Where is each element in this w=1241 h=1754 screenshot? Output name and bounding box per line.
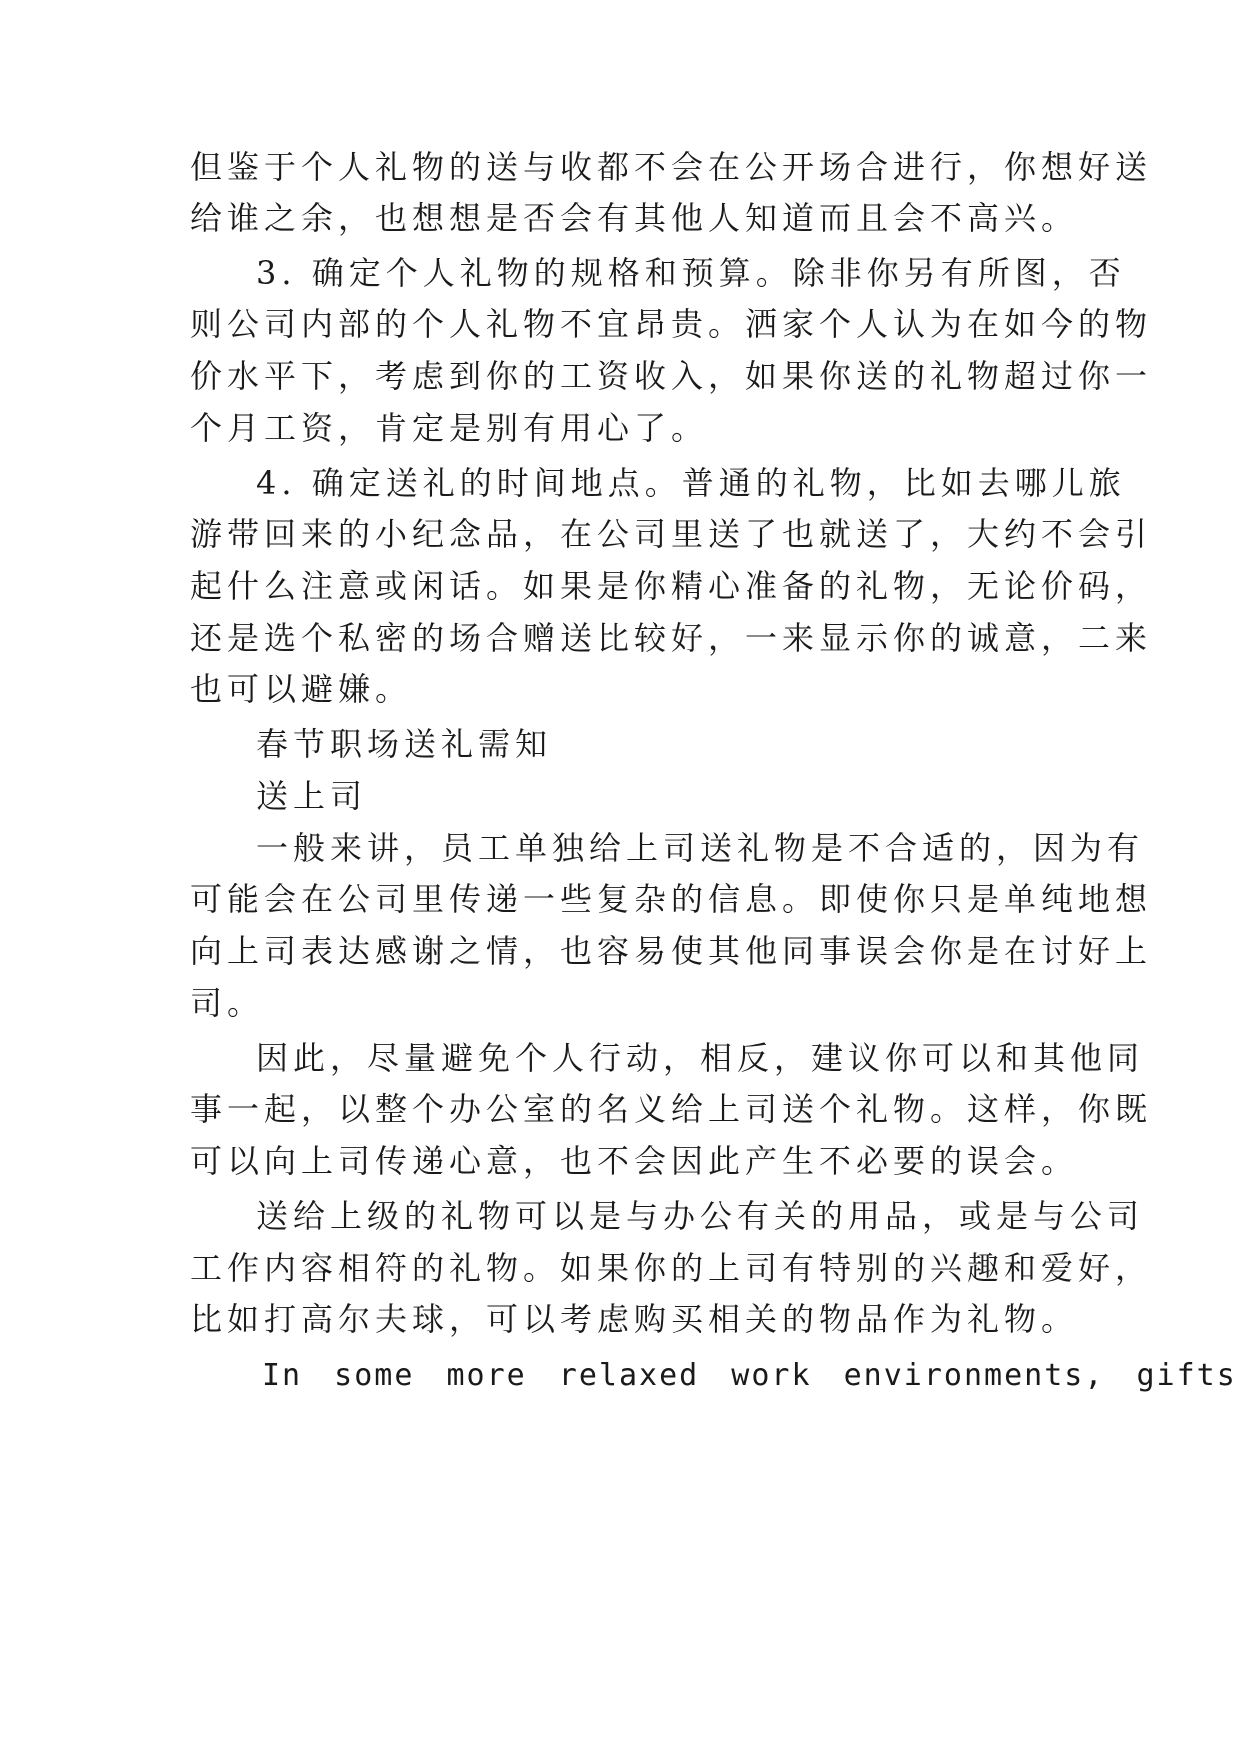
paragraph-line: 个月工资，肯定是别有用心了。 [190, 409, 709, 447]
paragraph-line: 给谁之余，也想想是否会有其他人知道而且会不高兴。 [190, 199, 1079, 237]
paragraph-line: 向上司表达感谢之情，也容易使其他同事误会你是在讨好上 [190, 932, 1153, 970]
section-heading: 春节职场送礼需知 [256, 725, 553, 763]
paragraph-line: 游带回来的小纪念品，在公司里送了也就送了，大约不会引 [190, 515, 1153, 553]
paragraph-line: 事一起，以整个办公室的名义给上司送个礼物。这样，你既 [190, 1090, 1153, 1128]
paragraph-line: 司。 [190, 984, 265, 1022]
paragraph-line: 但鉴于个人礼物的送与收都不会在公开场合进行，你想好送 [190, 148, 1153, 186]
paragraph-line: 3. 确定个人礼物的规格和预算。除非你另有所图，否 [256, 254, 1126, 292]
paragraph-line: 一般来讲，员工单独给上司送礼物是不合适的，因为有 [256, 829, 1145, 867]
paragraph-line: 起什么注意或闲话。如果是你精心准备的礼物，无论价码， [190, 567, 1153, 605]
paragraph-line: 则公司内部的个人礼物不宜昂贵。洒家个人认为在如今的物 [190, 305, 1153, 343]
paragraph-line: 可以向上司传递心意，也不会因此产生不必要的误会。 [190, 1142, 1079, 1180]
paragraph-line: 价水平下，考虑到你的工资收入，如果你送的礼物超过你一 [190, 357, 1153, 395]
subsection-heading: 送上司 [256, 777, 368, 815]
paragraph-line: 送给上级的礼物可以是与办公有关的用品，或是与公司 [256, 1197, 1145, 1235]
paragraph-line: 因此，尽量避免个人行动，相反，建议你可以和其他同 [256, 1039, 1145, 1077]
paragraph-line: 可能会在公司里传递一些复杂的信息。即使你只是单纯地想 [190, 880, 1153, 918]
paragraph-line: In some more relaxed work environments, gifts [262, 1358, 1237, 1393]
paragraph-line: 还是选个私密的场合赠送比较好，一来显示你的诚意，二来 [190, 619, 1153, 657]
paragraph-line: 工作内容相符的礼物。如果你的上司有特别的兴趣和爱好， [190, 1249, 1153, 1287]
paragraph-line: 4. 确定送礼的时间地点。普通的礼物，比如去哪儿旅 [256, 464, 1126, 502]
paragraph-line: 比如打高尔夫球，可以考虑购买相关的物品作为礼物。 [190, 1300, 1079, 1338]
paragraph-line: 也可以避嫌。 [190, 670, 413, 708]
